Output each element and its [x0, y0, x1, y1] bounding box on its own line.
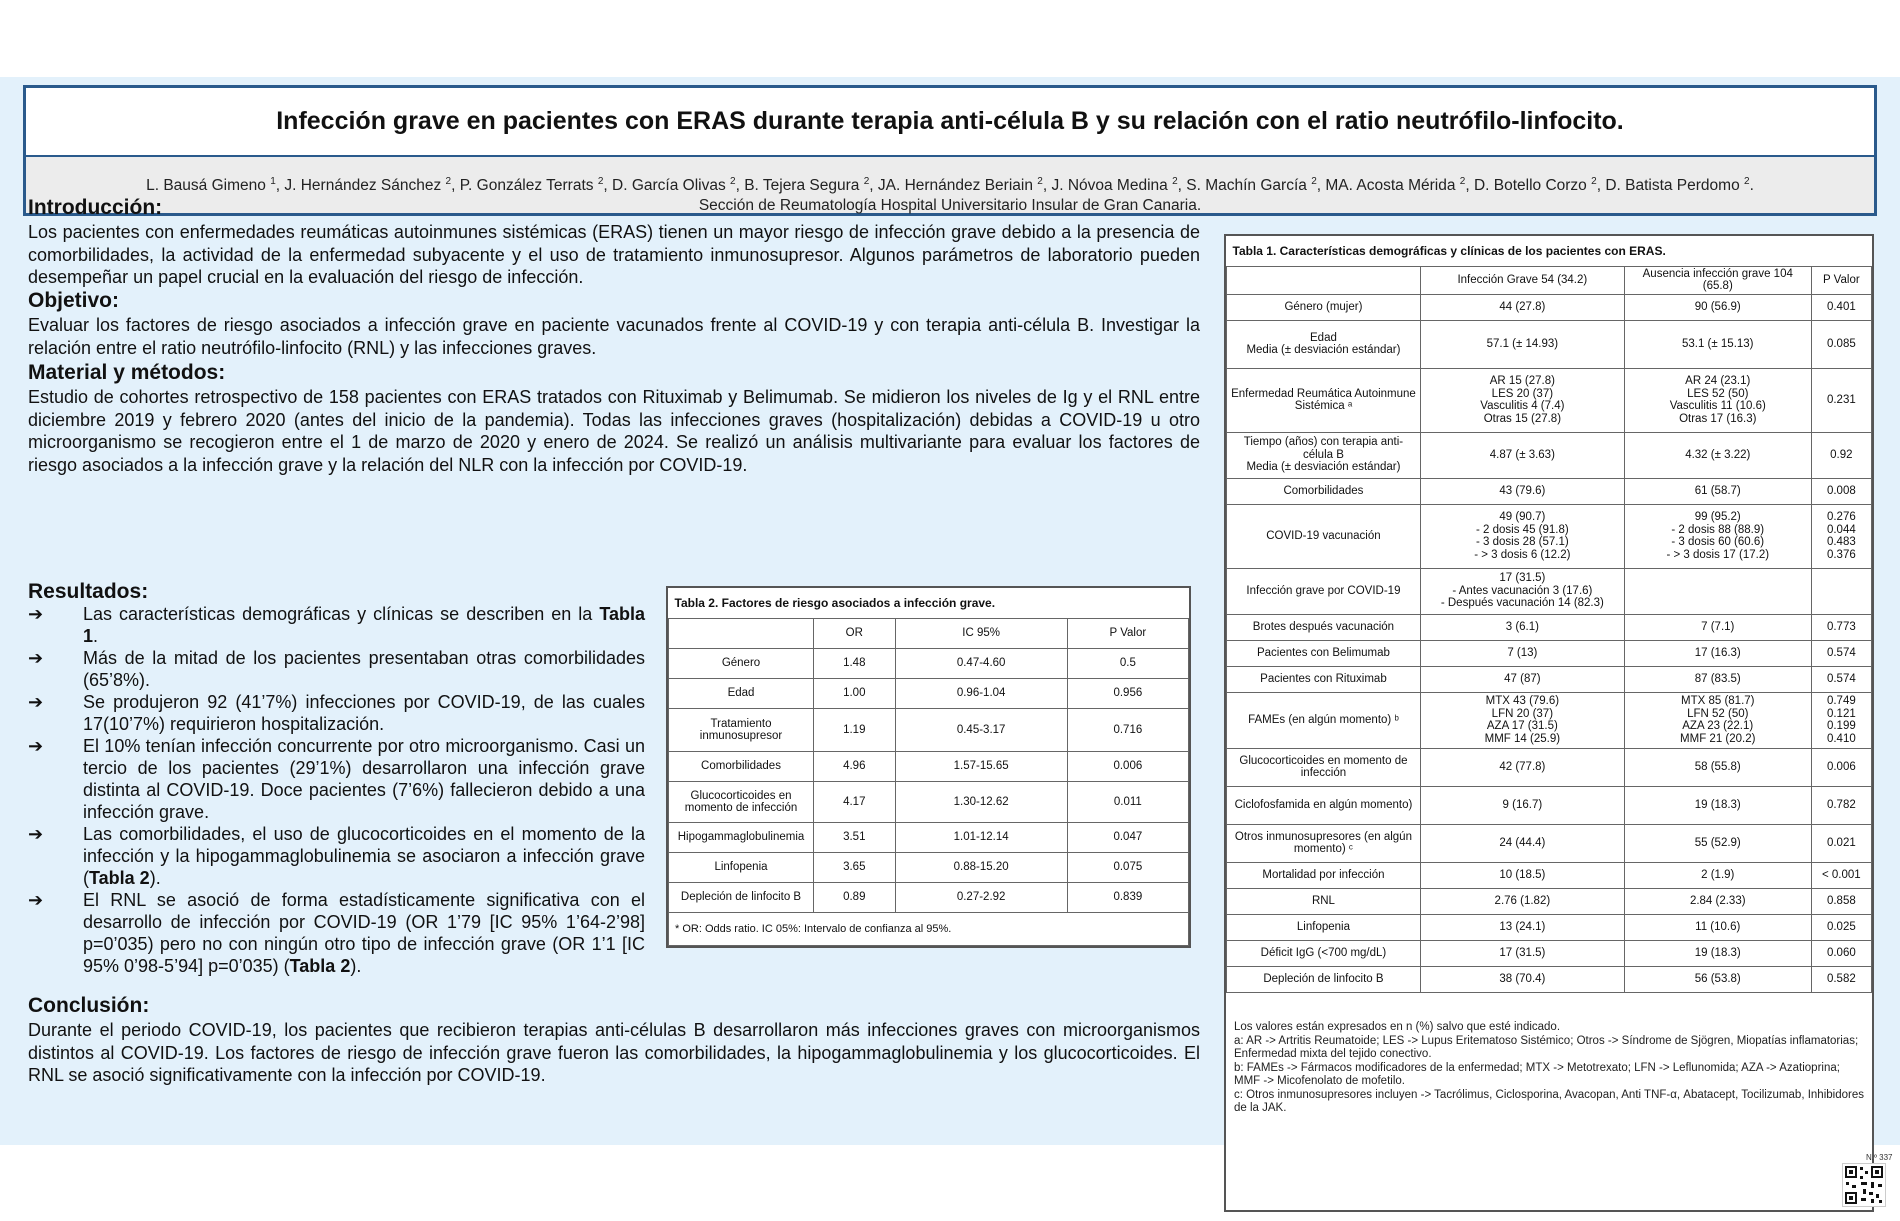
table-cell: 0.021 [1811, 824, 1871, 862]
table-cell: COVID-19 vacunación [1227, 504, 1421, 568]
table-cell [1811, 568, 1871, 614]
table-2-footnote-row [669, 912, 1189, 945]
table-header-cell: OR [814, 618, 896, 648]
table-header-cell: P Valor [1067, 618, 1188, 648]
table-1-grid [1226, 236, 1872, 993]
conclusion-text: Durante el periodo COVID-19, los pacientes que recibieron terapias anti-células B desarrollaron más infecciones graves con microorganismos distintos al COVID-19. Los factores de riesgo de infección grave fueron las comorbilidades, la hipogammaglobulinemia y los glucocorticoides. El RNL se asoció significativamente con la infección por COVID-19. [28, 1020, 1200, 1085]
table-header-cell: Infección Grave 54 (34.2) [1420, 266, 1624, 294]
table-cell: 0.839 [1067, 882, 1188, 912]
arrow-right-icon: ➔ [28, 648, 44, 668]
table-cell: 0.401 [1811, 294, 1871, 320]
arrow-right-icon: ➔ [28, 824, 44, 844]
poster-number: N.º 337 [1866, 1153, 1893, 1162]
result-bullet [28, 647, 645, 691]
table-cell: Déficit IgG (<700 mg/dL) [1227, 940, 1421, 966]
table-cell: Mortalidad por infección [1227, 862, 1421, 888]
table-row [669, 678, 1189, 708]
table-cell: 17 (31.5) - Antes vacunación 3 (17.6) - Después vacunación 14 (82.3) [1420, 568, 1624, 614]
table-cell: 0.47-4.60 [895, 648, 1067, 678]
table-cell: 0.006 [1811, 748, 1871, 786]
table-cell: 0.276 0.044 0.483 0.376 [1811, 504, 1871, 568]
table-note: Los valores están expresados en n (%) salvo que esté indicado. [1234, 1021, 1561, 1033]
table-cell: Comorbilidades [1227, 478, 1421, 504]
table-cell: 11 (10.6) [1624, 914, 1811, 940]
table-reference: Tabla 2 [89, 868, 150, 888]
author-affiliation-mark: 2 [1459, 176, 1466, 187]
table-cell: Pacientes con Belimumab [1227, 640, 1421, 666]
poster [0, 77, 1900, 1145]
table-cell: 0.773 [1811, 614, 1871, 640]
objective-text: Evaluar los factores de riesgo asociados a infección grave en paciente vacunados frente al COVID-19 y con terapia anti-célula B. Investigar la relación entre el ratio neutrófilo-linfocito (RNL) y las infecciones graves. [28, 315, 1200, 358]
table-cell: 55 (52.9) [1624, 824, 1811, 862]
author-name: D. Batista Perdomo [1605, 177, 1745, 195]
conclusion-heading: Conclusión: [28, 994, 150, 1017]
table-cell: 1.01-12.14 [895, 822, 1067, 852]
bullet-text: El 10% tenían infección concurrente por otro microorganismo. Casi un tercio de los pacientes (29’1%) desarrollaron una infección grave distinta al COVID-19. Doce pacientes (7’6%) fallecieron debido a una infección grave. [83, 736, 645, 822]
table-cell: 0.92 [1811, 432, 1871, 478]
table-row [1227, 748, 1872, 786]
table-cell: 56 (53.8) [1624, 966, 1811, 992]
table-row [1227, 568, 1872, 614]
table-cell: 9 (16.7) [1420, 786, 1624, 824]
author-affiliation-mark: 2 [730, 176, 736, 187]
table-row [669, 781, 1189, 822]
results-list [28, 603, 645, 977]
table-cell: 0.008 [1811, 478, 1871, 504]
table-cell: 0.582 [1811, 966, 1871, 992]
table-cell: 0.782 [1811, 786, 1871, 824]
table-cell: 0.075 [1067, 852, 1188, 882]
bullet-text: El RNL se asoció de forma estadísticamente significativa con el desarrollo de infección por COVID-19 (OR 1’79 [IC 95% 1’64-2’98] p=0’035) pero no con ningún otro tipo de infección grave (OR 1’1 [IC 95% 0’98-5’94] p=0’035) ( [83, 890, 645, 976]
table-1-header-row [1227, 266, 1872, 294]
table-cell: 7 (7.1) [1624, 614, 1811, 640]
table-cell: 0.89 [814, 882, 896, 912]
table-row [1227, 368, 1872, 432]
table-row [669, 882, 1189, 912]
table-note: b: FAMEs -> Fármacos modificadores de la enfermedad; MTX -> Metotrexato; LFN -> Leflunomida; AZA -> Azatioprina; MMF -> Micofenolato de mofetilo. [1234, 1061, 1840, 1087]
table-cell: 53.1 (± 15.13) [1624, 320, 1811, 368]
table-cell: 2.84 (2.33) [1624, 888, 1811, 914]
table-2-caption-row [669, 588, 1189, 618]
author-name: D. Botello Corzo [1473, 177, 1592, 195]
table-cell: 19 (18.3) [1624, 940, 1811, 966]
table-cell: 7 (13) [1420, 640, 1624, 666]
table-cell: 4.17 [814, 781, 896, 822]
table-cell: 1.19 [814, 708, 896, 751]
table-header-cell [1227, 266, 1421, 294]
table-2-footnote: * OR: Odds ratio. IC 05%: Intervalo de confianza al 95%. [669, 912, 1189, 945]
objective-heading: Objetivo: [28, 289, 120, 312]
author-name: J. Hernández Sánchez [284, 177, 446, 195]
table-cell: 0.574 [1811, 640, 1871, 666]
table-cell: 0.047 [1067, 822, 1188, 852]
table-cell: Infección grave por COVID-19 [1227, 568, 1421, 614]
table-cell: 0.88-15.20 [895, 852, 1067, 882]
table-row [669, 708, 1189, 751]
intro-text: Los pacientes con enfermedades reumáticas autoinmunes sistémicas (ERAS) tienen un mayor riesgo de infección grave debido a la presencia de comorbilidades, la actividad de la enfermedad subyacente y el uso de tratamiento inmunosupresor. Algunos parámetros de laboratorio pueden desempeñar un papel crucial en la evaluación del riesgo de infección. [28, 222, 1200, 287]
table-cell: 0.749 0.121 0.199 0.410 [1811, 692, 1871, 748]
table-cell: 1.48 [814, 648, 896, 678]
qr-code-icon[interactable] [1842, 1163, 1886, 1207]
table-row [669, 852, 1189, 882]
table-cell: 4.96 [814, 751, 896, 781]
bullet-text: Las características demográficas y clínicas se describen en la [83, 604, 600, 624]
author-name: P. González Terrats [459, 177, 598, 195]
table-cell: 43 (79.6) [1420, 478, 1624, 504]
table-row [1227, 966, 1872, 992]
table-cell: 49 (90.7) - 2 dosis 45 (91.8) - 3 dosis 28 (57.1) - > 3 dosis 6 (12.2) [1420, 504, 1624, 568]
table-cell: Género [669, 648, 814, 678]
table-cell: Género (mujer) [1227, 294, 1421, 320]
table-cell: 44 (27.8) [1420, 294, 1624, 320]
table-row [1227, 824, 1872, 862]
author-name: J. Nóvoa Medina [1051, 177, 1173, 195]
table-cell: 3.65 [814, 852, 896, 882]
author-affiliation-mark: 2 [1037, 176, 1043, 187]
table-cell: 3 (6.1) [1420, 614, 1624, 640]
table-cell: 0.011 [1067, 781, 1188, 822]
table-cell: 61 (58.7) [1624, 478, 1811, 504]
table-row [1227, 640, 1872, 666]
table-row [1227, 478, 1872, 504]
author-affiliation-mark: 2 [1172, 176, 1178, 187]
table-row [1227, 888, 1872, 914]
table-2-grid [668, 588, 1189, 946]
table-note: a: AR -> Artritis Reumatoide; LES -> Lupus Eritematoso Sistémico; Otros -> Síndrome de Sjögren, Miopatías inflamatorias; Enfermedad mixta del tejido conectivo. [1234, 1034, 1859, 1060]
author-affiliation-mark: 2 [863, 176, 870, 187]
poster-title: Infección grave en pacientes con ERAS durante terapia anti-célula B y su relación con el ratio neutrófilo-linfocito. [276, 107, 1624, 135]
result-bullet [28, 889, 645, 977]
table-cell: Hipogammaglobulinemia [669, 822, 814, 852]
table-cell: 58 (55.8) [1624, 748, 1811, 786]
table-cell: 17 (16.3) [1624, 640, 1811, 666]
author-name: MA. Acosta Mérida [1325, 177, 1460, 195]
author-affiliation-mark: 2 [597, 176, 604, 187]
author-name: D. García Olivas [612, 177, 731, 195]
table-cell: 0.956 [1067, 678, 1188, 708]
table-1 [1224, 234, 1874, 1212]
author-affiliation-mark: 2 [1311, 176, 1317, 187]
bullet-text-end: ). [149, 868, 161, 888]
table-row [1227, 504, 1872, 568]
table-2-header-row [669, 618, 1189, 648]
table-2 [666, 586, 1191, 948]
table-note: c: Otros inmunosupresores incluyen -> Tacrólimus, Ciclosporina, Avacopan, Anti TNF-α, Abatacept, Tocilizumab, Inhibidores de la JAK. [1234, 1088, 1864, 1114]
table-cell: MTX 43 (79.6) LFN 20 (37) AZA 17 (31.5) MMF 14 (25.9) [1420, 692, 1624, 748]
bullet-text: Más de la mitad de los pacientes presentaban otras comorbilidades (65’8%). [83, 648, 645, 690]
result-bullet [28, 603, 645, 647]
table-cell: 2.76 (1.82) [1420, 888, 1624, 914]
table-cell: 0.025 [1811, 914, 1871, 940]
table-cell [1624, 568, 1811, 614]
table-cell: 42 (77.8) [1420, 748, 1624, 786]
table-row [1227, 666, 1872, 692]
table-cell: 19 (18.3) [1624, 786, 1811, 824]
table-cell: 57.1 (± 14.93) [1420, 320, 1624, 368]
results-heading: Resultados: [28, 580, 149, 603]
table-cell: 0.27-2.92 [895, 882, 1067, 912]
author-affiliation-mark: 2 [1744, 176, 1750, 187]
bullet-text-end: . [93, 626, 99, 646]
table-cell: Glucocorticoides en momento de infección [1227, 748, 1421, 786]
author-list: L. Bausá Gimeno $^1$, J. Hernández Sánchez $^2$, P. González Terrats $^2$, D. García Olivas $^2$, B. Tejera Segura $^2$, JA. Hernández Beriain $^2$, J. Nóvoa Medina $^2$, S. Machín García $^2$, MA. Acosta Mérida $^2$, D. Botello Corzo $^2$, D. Batista Perdomo $^2$. [146, 176, 1754, 195]
table-cell: Tratamiento inmunosupresor [669, 708, 814, 751]
author-affiliation-mark: 1 [270, 176, 276, 187]
table-cell: 24 (44.4) [1420, 824, 1624, 862]
table-cell: Ciclofosfamida en algún momento) [1227, 786, 1421, 824]
result-bullet [28, 691, 645, 735]
table-cell: Edad [669, 678, 814, 708]
table-cell: Glucocorticoides en momento de infección [669, 781, 814, 822]
author-name: JA. Hernández Beriain [877, 177, 1038, 195]
table-cell: 0.231 [1811, 368, 1871, 432]
table-header-cell: Ausencia infección grave 104 (65.8) [1624, 266, 1811, 294]
methods-text: Estudio de cohortes retrospectivo de 158 pacientes con ERAS tratados con Rituximab y Belimumab. Se midieron los niveles de Ig y el RNL entre diciembre 2019 y febrero 2020 (antes del inicio de la pandemia). Todas las infecciones graves (hospitalización) debidas a COVID-19 u otro microorganismo se recogieron entre el 1 de marzo de 2020 y enero de 2024. Se realizó un análisis multivariante para evaluar los factores de riesgo asociados a la infección grave y la relación del NLR con la infección por COVID-19. [28, 387, 1200, 475]
table-cell: 47 (87) [1420, 666, 1624, 692]
table-cell: 0.858 [1811, 888, 1871, 914]
table-cell: Otros inmunosupresores (en algún momento) ᶜ [1227, 824, 1421, 862]
arrow-right-icon: ➔ [28, 890, 44, 910]
table-header-cell [669, 618, 814, 648]
table-row [1227, 294, 1872, 320]
table-reference: Tabla 1 [83, 604, 645, 646]
table-cell: FAMEs (en algún momento) ᵇ [1227, 692, 1421, 748]
objective-section [28, 288, 1200, 359]
table-row [1227, 432, 1872, 478]
table-row [669, 822, 1189, 852]
table-cell: < 0.001 [1811, 862, 1871, 888]
table-cell: 4.87 (± 3.63) [1420, 432, 1624, 478]
result-bullet [28, 735, 645, 823]
arrow-right-icon: ➔ [28, 736, 44, 756]
table-cell: AR 24 (23.1) LES 52 (50) Vasculitis 11 (10.6) Otras 17 (16.3) [1624, 368, 1811, 432]
table-1-caption-row [1227, 236, 1872, 266]
table-cell: 0.060 [1811, 940, 1871, 966]
table-1-caption: Tabla 1. Características demográficas y clínicas de los pacientes con ERAS. [1232, 243, 1666, 258]
table-cell: Pacientes con Rituximab [1227, 666, 1421, 692]
table-row [1227, 914, 1872, 940]
table-cell: 2 (1.9) [1624, 862, 1811, 888]
bullet-text: Se produjeron 92 (41’7%) infecciones por COVID-19, de las cuales 17(10’7%) requirieron hospitalización. [83, 692, 645, 734]
table-cell: Depleción de linfocito B [1227, 966, 1421, 992]
table-cell: 0.45-3.17 [895, 708, 1067, 751]
table-row [1227, 786, 1872, 824]
table-cell: 0.5 [1067, 648, 1188, 678]
table-cell: 0.006 [1067, 751, 1188, 781]
table-cell: Comorbilidades [669, 751, 814, 781]
table-cell: 0.716 [1067, 708, 1188, 751]
table-row [1227, 692, 1872, 748]
table-cell: 4.32 (± 3.22) [1624, 432, 1811, 478]
table-cell: Edad Media (± desviación estándar) [1227, 320, 1421, 368]
table-row [1227, 614, 1872, 640]
table-header-cell: IC 95% [895, 618, 1067, 648]
table-cell: 13 (24.1) [1420, 914, 1624, 940]
table-row [1227, 320, 1872, 368]
table-cell: 90 (56.9) [1624, 294, 1811, 320]
table-1-notes [1234, 1021, 1864, 1116]
table-row [1227, 862, 1872, 888]
title-bar [26, 88, 1874, 157]
author-name: B. Tejera Segura [744, 177, 864, 195]
table-cell: Linfopenia [669, 852, 814, 882]
table-cell: Linfopenia [1227, 914, 1421, 940]
methods-section [28, 360, 1200, 476]
table-cell: 38 (70.4) [1420, 966, 1624, 992]
affiliation: Sección de Reumatología Hospital Universitario Insular de Gran Canaria. [698, 197, 1202, 215]
table-reference: Tabla 2 [289, 956, 351, 976]
table-cell: Brotes después vacunación [1227, 614, 1421, 640]
methods-heading: Material y métodos: [28, 361, 226, 384]
table-cell: RNL [1227, 888, 1421, 914]
table-cell: 10 (18.5) [1420, 862, 1624, 888]
bullet-text: Las comorbilidades, el uso de glucocorticoides en el momento de la infección y la hipogammaglobulinemia se asociaron a infección grave ( [83, 824, 645, 888]
table-header-cell: P Valor [1811, 266, 1871, 294]
table-cell: 87 (83.5) [1624, 666, 1811, 692]
table-cell: 1.00 [814, 678, 896, 708]
table-row [669, 751, 1189, 781]
result-bullet [28, 823, 645, 889]
arrow-right-icon: ➔ [28, 604, 44, 624]
table-cell: 17 (31.5) [1420, 940, 1624, 966]
conclusion-section [28, 993, 1200, 1087]
table-2-caption: Tabla 2. Factores de riesgo asociados a infección grave. [669, 588, 1189, 618]
table-cell: Depleción de linfocito B [669, 882, 814, 912]
intro-heading: Introducción: [28, 196, 163, 219]
table-cell: Enfermedad Reumática Autoinmune Sistémica ᵃ [1227, 368, 1421, 432]
table-cell: 1.57-15.65 [895, 751, 1067, 781]
table-cell: 0.96-1.04 [895, 678, 1067, 708]
author-name: L. Bausá Gimeno [146, 177, 271, 195]
table-row [669, 648, 1189, 678]
author-affiliation-mark: 2 [1591, 176, 1597, 187]
intro-section [28, 195, 1200, 289]
table-cell: Tiempo (años) con terapia anti-célula B Media (± desviación estándar) [1227, 432, 1421, 478]
author-affiliation-mark: 2 [445, 176, 452, 187]
table-cell: 0.085 [1811, 320, 1871, 368]
results-heading-wrap [28, 579, 645, 605]
table-cell: 1.30-12.62 [895, 781, 1067, 822]
arrow-right-icon: ➔ [28, 692, 44, 712]
table-cell: MTX 85 (81.7) LFN 52 (50) AZA 23 (22.1) MMF 21 (20.2) [1624, 692, 1811, 748]
table-cell: AR 15 (27.8) LES 20 (37) Vasculitis 4 (7.4) Otras 15 (27.8) [1420, 368, 1624, 432]
table-cell: 0.574 [1811, 666, 1871, 692]
author-name: S. Machín García [1186, 177, 1312, 195]
table-cell: 99 (95.2) - 2 dosis 88 (88.9) - 3 dosis 60 (60.6) - > 3 dosis 17 (17.2) [1624, 504, 1811, 568]
table-cell: 3.51 [814, 822, 896, 852]
table-row [1227, 940, 1872, 966]
bullet-text-end: ). [350, 956, 362, 976]
